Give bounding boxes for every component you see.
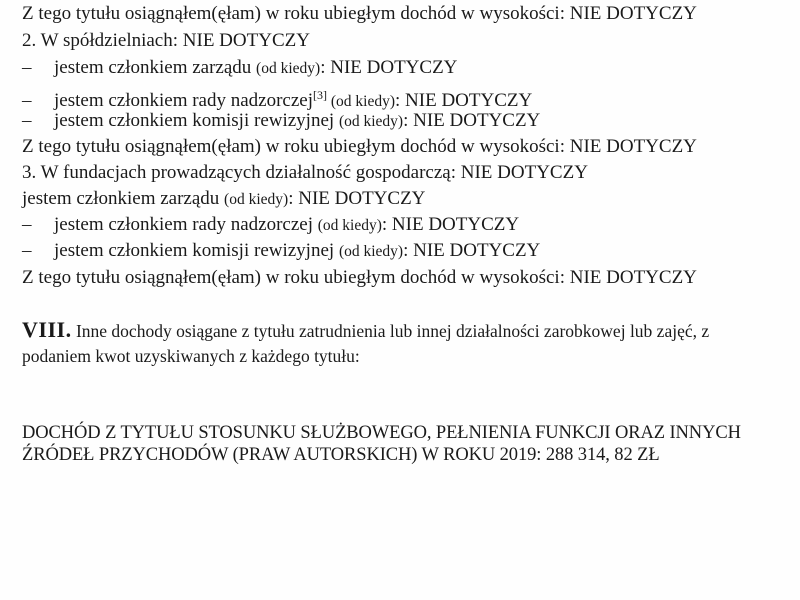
bullet-item-supervisory-board [22,213,519,237]
income-statement-line [22,266,697,290]
bullet-item-note: (od kiedy) [338,113,404,130]
bullet-item-text: jestem członkiem rady nadzorczej [54,90,314,111]
income-answer-text: ŹRÓDEŁ PRZYCHODÓW (PRAW AUTORSKICH) W ROKU 2019: 288 314, 82 ZŁ [22,445,660,465]
bullet-item-value: : NIE DOTYCZY [403,240,541,261]
section-numeral: VIII. [22,317,72,342]
bullet-item-board-member [22,56,457,80]
dash-bullet-icon: – [22,240,32,261]
bullet-item-supervisory-board [22,83,533,111]
income-statement-line [22,2,697,26]
income-statement-text: Z tego tytułu osiągnąłem(ęłam) w roku ubiegłym dochód w wysokości: NIE DOTYCZY [22,267,697,288]
income-statement-text: Z tego tytułu osiągnąłem(ęłam) w roku ubiegłym dochód w wysokości: NIE DOTYCZY [22,3,697,24]
income-answer-line-1 [22,421,741,445]
dash-bullet-icon: – [22,214,32,235]
bullet-item-value: : NIE DOTYCZY [381,214,520,235]
section-viii-text: Inne dochody osiągane z tytułu zatrudnienia lub innej działalności zarobkowej lub zajęć, z [71,321,710,341]
footnote-reference: [3] [313,88,328,102]
income-answer-line-2 [22,443,660,467]
bullet-item-note: (od kiedy) [256,60,321,77]
bullet-item-audit-committee [22,109,540,133]
income-answer-text: DOCHÓD Z TYTUŁU STOSUNKU SŁUŻBOWEGO, PEŁNIENIA FUNKCJI ORAZ INNYCH [22,423,741,443]
section-viii-text-continued: podaniem kwot uzyskiwanych z każdego tytułu: [22,346,360,366]
plain-item-value: : NIE DOTYCZY [288,188,426,209]
section-viii-heading [22,318,709,342]
plain-item-board-member [22,187,425,211]
section-viii-continuation [22,344,360,368]
bullet-item-value: : NIE DOTYCZY [320,57,458,78]
bullet-item-audit-committee [22,239,540,263]
bullet-item-text: jestem członkiem komisji rewizyjnej [54,240,339,261]
section-heading-text: 2. W spółdzielniach: NIE DOTYCZY [22,30,310,51]
bullet-item-note: (od kiedy) [338,243,404,260]
dash-bullet-icon: – [22,110,32,131]
section-heading-cooperatives [22,29,310,53]
bullet-item-text: jestem członkiem zarządu [54,57,257,78]
income-statement-text: Z tego tytułu osiągnąłem(ęłam) w roku ubiegłym dochód w wysokości: NIE DOTYCZY [22,136,697,157]
bullet-item-text: jestem członkiem rady nadzorczej [54,214,318,235]
bullet-item-note: (od kiedy) [327,93,396,110]
income-statement-line [22,135,697,159]
plain-item-note: (od kiedy) [224,191,289,208]
bullet-item-text: jestem członkiem komisji rewizyjnej [54,110,339,131]
bullet-item-value: : NIE DOTYCZY [395,90,533,111]
dash-bullet-icon: – [22,57,32,78]
section-heading-foundations [22,161,588,185]
section-heading-text: 3. W fundacjach prowadzących działalność gospodarczą: NIE DOTYCZY [22,162,588,183]
bullet-item-note: (od kiedy) [317,217,382,234]
bullet-item-value: : NIE DOTYCZY [403,110,541,131]
dash-bullet-icon: – [22,90,32,111]
plain-item-text: jestem członkiem zarządu [22,188,225,209]
